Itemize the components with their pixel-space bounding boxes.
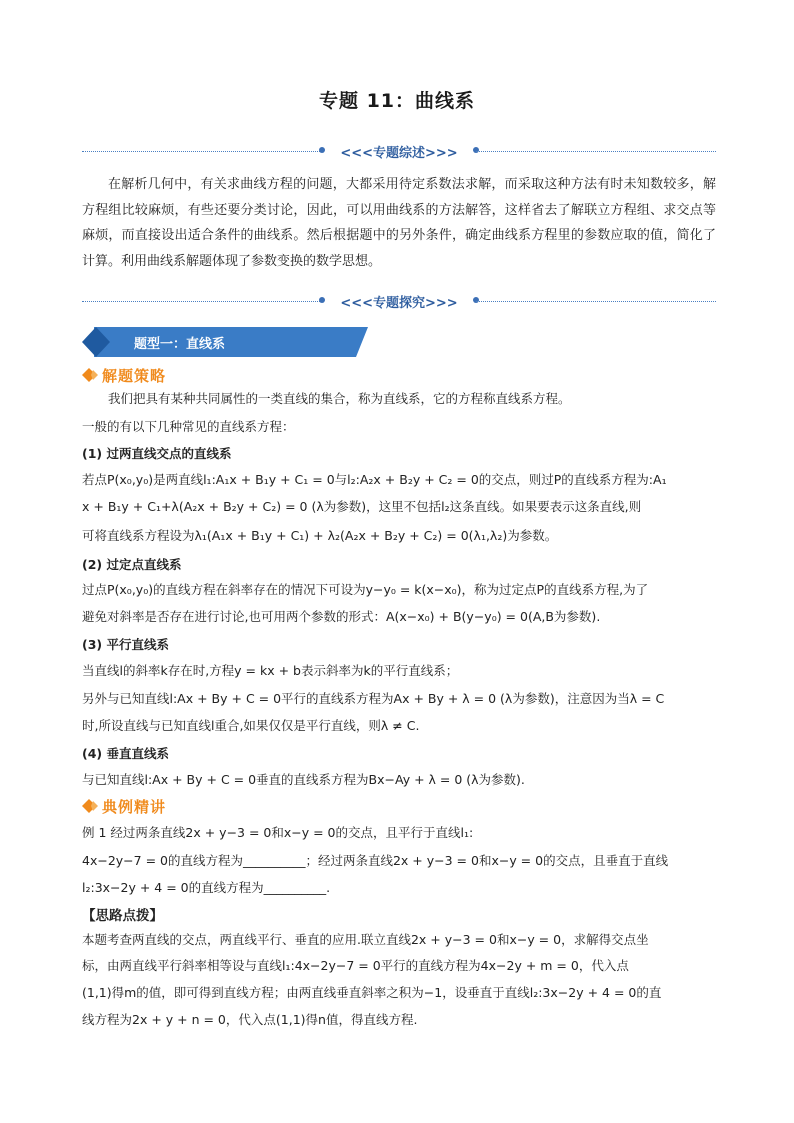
hint-line: 线方程为2x + y + n = 0，代入点(1,1)得n值，得直线方程. [82, 1012, 418, 1027]
body-subheading: (3) 平行直线系 [82, 637, 169, 652]
examples-heading-text: 典例精讲 [102, 798, 167, 816]
body-line: 我们把具有某种共同属性的一类直线的集合，称为直线系，它的方程称直线系方程。 [108, 391, 571, 406]
example-line: 4x−2y−7 = 0的直线方程为__________；经过两条直线2x + y−3 = 0和x−y = 0的交点，且垂直于直线 [82, 853, 669, 868]
example-line: l₂:3x−2y + 4 = 0的直线方程为__________. [82, 880, 331, 895]
body-line: 可将直线系方程设为λ₁(A₁x + B₁y + C₁) + λ₂(A₂x + B₂y + C₂) = 0(λ₁,λ₂)为参数。 [82, 528, 558, 543]
section-divider-overview [82, 142, 716, 162]
body-subheading: (2) 过定点直线系 [82, 557, 182, 572]
divider-line [476, 301, 716, 302]
section-label-explore: <<<专题探究>>> [340, 296, 458, 311]
topic-banner [82, 327, 368, 357]
diamond-icon [82, 368, 98, 382]
hint-line: (1,1)得m的值，即可得到直线方程；由两直线垂直斜率之积为−1，设垂直于直线l₂:3x−2y + 4 = 0的直 [82, 985, 662, 1000]
body-line: 避免对斜率是否存在进行讨论,也可用两个参数的形式：A(x−x₀) + B(y−y₀) = 0(A,B为参数). [82, 609, 601, 624]
body-subheading: (4) 垂直直线系 [82, 746, 169, 761]
body-line: 另外与已知直线l:Ax + By + C = 0平行的直线系方程为Ax + By + λ = 0 (λ为参数)，注意因为当λ = C [82, 691, 665, 706]
page-title: 专题 11：曲线系 [318, 90, 476, 112]
body-subheading: (1) 过两直线交点的直线系 [82, 446, 232, 461]
banner-label: 题型一：直线系 [134, 337, 226, 352]
body-line: 一般的有以下几种常见的直线系方程： [82, 419, 295, 434]
hint-line: 本题考查两直线的交点，两直线平行、垂直的应用.联立直线2x + y−3 = 0和x−y = 0，求解得交点坐 [82, 932, 649, 947]
divider-dot [473, 297, 479, 303]
section-label-overview: <<<专题综述>>> [340, 146, 458, 161]
body-line: x + B₁y + C₁+λ(A₂x + B₂y + C₂) = 0 (λ为参数)，这里不包括l₂这条直线。如果要表示这条直线,则 [82, 499, 642, 514]
divider-line [476, 151, 716, 152]
body-line: 若点P(x₀,y₀)是两直线l₁:A₁x + B₁y + C₁ = 0与l₂:A₂x + B₂y + C₂ = 0的交点，则过P的直线系方程为:A₁ [82, 472, 667, 487]
intro-paragraph: 在解析几何中，有关求曲线方程的问题，大都采用待定系数法求解，而采取这种方法有时未知数较多，解方程组比较麻烦，有些还要分类讨论，因此，可以用曲线系的方法解答，这样省去了解联立方程组、求交点等麻烦，而直接设出适合条件的曲线系。然后根据题中的另外条件，确定曲线系方程里的参数应取的值，简化了计算。利用曲线系解题体现了参数变换的数学思想。 [82, 177, 716, 269]
body-line: 当直线l的斜率k存在时,方程y = kx + b表示斜率为k的平行直线系； [82, 663, 459, 678]
strategy-heading-text: 解题策略 [102, 367, 167, 385]
section-divider-explore [82, 292, 716, 312]
hint-line: 标，由两直线平行斜率相等设与直线l₁:4x−2y−7 = 0平行的直线方程为4x−2y + m = 0，代入点 [82, 958, 629, 973]
body-line: 过点P(x₀,y₀)的直线方程在斜率存在的情况下可设为y−y₀ = k(x−x₀)，称为过定点P的直线系方程,为了 [82, 582, 649, 597]
body-line: 与已知直线l:Ax + By + C = 0垂直的直线系方程为Bx−Ay + λ = 0 (λ为参数). [82, 772, 525, 787]
diamond-icon [82, 799, 98, 813]
body-line: 时,所设直线与已知直线l重合,如果仅仅是平行直线，则λ ≠ C. [82, 718, 420, 733]
example-line: 例 1 经过两条直线2x + y−3 = 0和x−y = 0的交点，且平行于直线l₁: [82, 825, 474, 840]
hint-title: 【思路点拨】 [82, 908, 163, 924]
divider-dot [473, 147, 479, 153]
